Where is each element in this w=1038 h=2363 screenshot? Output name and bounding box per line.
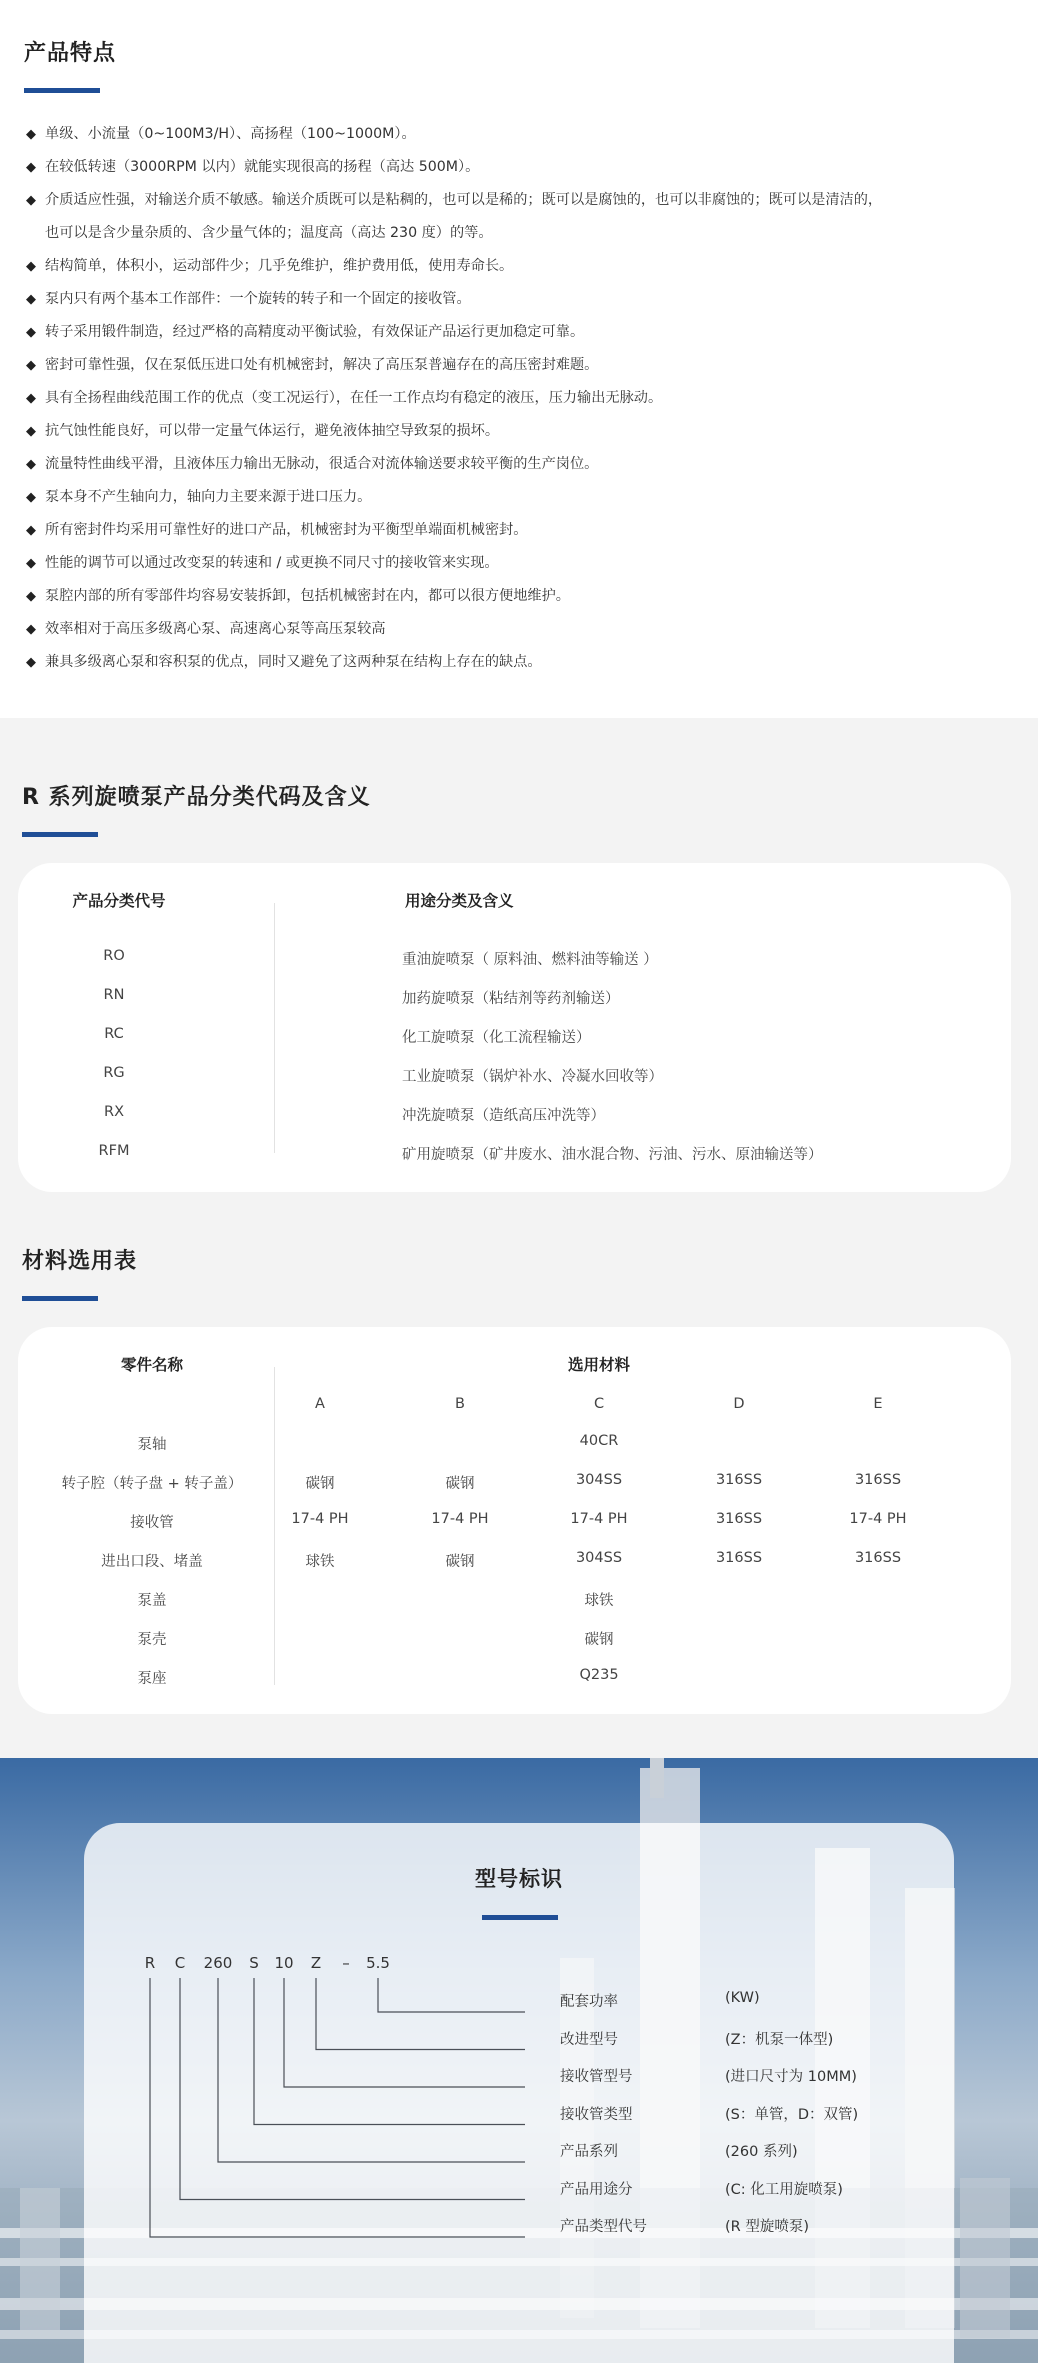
part-name-cell: 泵座 bbox=[137, 1671, 167, 1687]
diamond-bullet-icon: ◆ bbox=[26, 292, 36, 307]
material-cell: 316SS bbox=[854, 1550, 902, 1566]
feature-text: 效率相对于高压多级离心泵、高速离心泵等高压泵较高 bbox=[45, 621, 386, 637]
column-divider bbox=[274, 1367, 275, 1685]
part-header: 零件名称 bbox=[120, 1356, 184, 1374]
material-merged-cell: 球铁 bbox=[584, 1593, 614, 1609]
diamond-bullet-icon: ◆ bbox=[26, 259, 36, 274]
code-table-title: R 系列旋喷泵产品分类代码及含义 bbox=[22, 785, 371, 810]
model-label-value: (Z：机泵一体型) bbox=[725, 2031, 834, 2048]
feature-item bbox=[26, 613, 1016, 646]
model-code-segment: 260 bbox=[203, 1954, 233, 1972]
feature-item bbox=[26, 580, 1016, 613]
model-connector-line bbox=[284, 1978, 525, 2087]
code-header: 产品分类代号 bbox=[72, 892, 166, 910]
model-connector-line bbox=[218, 1978, 525, 2162]
model-label-name: 产品用途分 bbox=[560, 2181, 633, 2198]
material-cell: 17-4 PH bbox=[431, 1511, 489, 1527]
feature-item bbox=[26, 448, 1016, 481]
model-label-value: (进口尺寸为 10MM) bbox=[725, 2069, 857, 2085]
model-connector-line bbox=[180, 1978, 525, 2200]
feature-item bbox=[26, 514, 1016, 547]
material-cell: 碳钢 bbox=[445, 1554, 475, 1570]
model-label-value: (S：单管，D：双管) bbox=[725, 2106, 859, 2123]
feature-list bbox=[26, 118, 1016, 679]
feature-text: 密封可靠性强，仅在泵低压进口处有机械密封，解决了高压泵普遍存在的高压密封难题。 bbox=[45, 357, 599, 373]
meaning-cell: 冲洗旋喷泵（造纸高压冲洗等） bbox=[402, 1108, 605, 1124]
model-label-name: 改进型号 bbox=[560, 2031, 618, 2048]
part-name-cell: 泵壳 bbox=[137, 1632, 167, 1648]
feature-text: 所有密封件均采用可靠性好的进口产品，机械密封为平衡型单端面机械密封。 bbox=[45, 522, 528, 538]
feature-text: 泵内只有两个基本工作部件：一个旋转的转子和一个固定的接收管。 bbox=[45, 291, 471, 307]
material-table-title: 材料选用表 bbox=[22, 1249, 138, 1274]
feature-text: 性能的调节可以通过改变泵的转速和 / 或更换不同尺寸的接收管来实现。 bbox=[45, 555, 499, 571]
diamond-bullet-icon: ◆ bbox=[26, 556, 36, 571]
model-connector-line bbox=[254, 1978, 525, 2125]
material-cell: 17-4 PH bbox=[849, 1511, 907, 1527]
diamond-bullet-icon: ◆ bbox=[26, 160, 36, 175]
material-cell: 304SS bbox=[575, 1550, 623, 1566]
feature-item bbox=[26, 547, 1016, 580]
diamond-bullet-icon: ◆ bbox=[26, 655, 36, 670]
feature-item bbox=[26, 316, 1016, 349]
feature-item bbox=[26, 250, 1016, 283]
feature-item bbox=[26, 217, 1016, 250]
material-column-header: C bbox=[593, 1396, 605, 1412]
diamond-bullet-icon: ◆ bbox=[26, 424, 36, 439]
model-label-name: 产品类型代号 bbox=[560, 2219, 647, 2235]
feature-item bbox=[26, 382, 1016, 415]
material-column-header: E bbox=[873, 1396, 883, 1412]
model-title: 型号标识 bbox=[475, 1867, 563, 1891]
model-code-segment: – bbox=[342, 1954, 350, 1972]
model-label-name: 接收管型号 bbox=[560, 2069, 633, 2085]
diamond-bullet-icon: ◆ bbox=[26, 127, 36, 142]
feature-text: 单级、小流量（0~100M3/H）、高扬程（100~1000M）。 bbox=[45, 126, 416, 142]
code-cell: RG bbox=[103, 1065, 125, 1081]
feature-text: 也可以是含少量杂质的、含少量气体的；温度高（高达 230 度）的等。 bbox=[45, 225, 493, 241]
material-column-header: A bbox=[315, 1396, 325, 1412]
material-cell: 316SS bbox=[715, 1550, 763, 1566]
model-code-segment: Z bbox=[310, 1954, 322, 1972]
material-header: 选用材料 bbox=[567, 1356, 631, 1374]
model-code-segment: 5.5 bbox=[366, 1954, 390, 1972]
part-name-cell: 泵轴 bbox=[137, 1437, 167, 1453]
model-connector-lines bbox=[0, 1758, 1038, 2363]
model-label-name: 配套功率 bbox=[560, 1994, 618, 2010]
meaning-cell: 化工旋喷泵（化工流程输送） bbox=[402, 1030, 591, 1046]
code-table-title-underline bbox=[22, 832, 98, 837]
model-label-name: 产品系列 bbox=[560, 2144, 618, 2160]
feature-item bbox=[26, 349, 1016, 382]
diamond-bullet-icon: ◆ bbox=[26, 523, 36, 538]
code-cell: RC bbox=[104, 1026, 124, 1042]
model-connector-line bbox=[150, 1978, 525, 2237]
material-merged-cell: Q235 bbox=[579, 1667, 619, 1683]
model-connector-line bbox=[378, 1978, 525, 2012]
features-section bbox=[0, 0, 1038, 718]
meaning-cell: 加药旋喷泵（粘结剂等药剂输送） bbox=[402, 991, 620, 1007]
column-divider bbox=[274, 903, 275, 1153]
material-cell: 球铁 bbox=[305, 1554, 335, 1570]
meaning-cell: 矿用旋喷泵（矿井废水、油水混合物、污油、污水、原油输送等） bbox=[402, 1147, 823, 1163]
feature-item bbox=[26, 283, 1016, 316]
code-cell: RFM bbox=[98, 1143, 130, 1159]
model-code-segment: C bbox=[174, 1954, 186, 1972]
model-code-segment: S bbox=[249, 1954, 259, 1972]
diamond-bullet-icon: ◆ bbox=[26, 391, 36, 406]
material-cell: 17-4 PH bbox=[570, 1511, 628, 1527]
model-label-name: 接收管类型 bbox=[560, 2106, 633, 2123]
diamond-bullet-icon: ◆ bbox=[26, 589, 36, 604]
material-table-card bbox=[18, 1327, 1011, 1714]
model-label-value: (C: 化工用旋喷泵) bbox=[725, 2181, 843, 2198]
material-column-header: B bbox=[455, 1396, 465, 1412]
feature-item bbox=[26, 415, 1016, 448]
model-section bbox=[0, 1758, 1038, 2363]
feature-item bbox=[26, 118, 1016, 151]
feature-text: 泵腔内部的所有零部件均容易安装拆卸，包括机械密封在内，都可以很方便地维护。 bbox=[45, 588, 570, 604]
meaning-header: 用途分类及含义 bbox=[405, 892, 514, 910]
material-column-header: D bbox=[733, 1396, 745, 1412]
part-name-cell: 转子腔（转子盘 + 转子盖） bbox=[61, 1476, 243, 1492]
code-cell: RX bbox=[103, 1104, 125, 1120]
code-table-card bbox=[18, 863, 1011, 1192]
diamond-bullet-icon: ◆ bbox=[26, 490, 36, 505]
feature-text: 介质适应性强，对输送介质不敏感。输送介质既可以是粘稠的，也可以是稀的；既可以是腐蚀的，也可以非腐蚀的；既可以是清洁的， bbox=[45, 192, 883, 208]
diamond-bullet-icon: ◆ bbox=[26, 325, 36, 340]
features-title: 产品特点 bbox=[24, 41, 117, 66]
diamond-bullet-icon: ◆ bbox=[26, 622, 36, 637]
model-label-value: (260 系列) bbox=[725, 2144, 798, 2160]
material-cell: 304SS bbox=[575, 1472, 623, 1488]
material-table-title-underline bbox=[22, 1296, 98, 1301]
diamond-bullet-icon: ◆ bbox=[26, 193, 36, 208]
feature-item bbox=[26, 646, 1016, 679]
part-name-cell: 接收管 bbox=[130, 1515, 174, 1531]
material-cell: 碳钢 bbox=[305, 1476, 335, 1492]
material-cell: 316SS bbox=[854, 1472, 902, 1488]
feature-item bbox=[26, 481, 1016, 514]
feature-item bbox=[26, 151, 1016, 184]
feature-text: 结构简单，体积小，运动部件少；几乎免维护，维护费用低，使用寿命长。 bbox=[45, 258, 514, 274]
material-cell: 316SS bbox=[715, 1511, 763, 1527]
features-title-underline bbox=[24, 88, 100, 93]
model-code-segment: 10 bbox=[274, 1954, 294, 1972]
part-name-cell: 泵盖 bbox=[137, 1593, 167, 1609]
diamond-bullet-icon: ◆ bbox=[26, 358, 36, 373]
code-cell: RO bbox=[103, 948, 125, 964]
meaning-cell: 工业旋喷泵（锅炉补水、冷凝水回收等） bbox=[402, 1069, 663, 1085]
model-label-value: (R 型旋喷泵) bbox=[725, 2219, 809, 2235]
material-merged-cell: 40CR bbox=[579, 1433, 619, 1449]
feature-text: 泵本身不产生轴向力，轴向力主要来源于进口压力。 bbox=[45, 489, 372, 505]
feature-text: 在较低转速（3000RPM 以内）就能实现很高的扬程（高达 500M）。 bbox=[45, 159, 480, 175]
material-cell: 碳钢 bbox=[445, 1476, 475, 1492]
feature-text: 转子采用锻件制造，经过严格的高精度动平衡试验，有效保证产品运行更加稳定可靠。 bbox=[45, 324, 585, 340]
material-cell: 316SS bbox=[715, 1472, 763, 1488]
code-cell: RN bbox=[103, 987, 125, 1003]
model-label-value: (KW) bbox=[725, 1990, 760, 2006]
material-merged-cell: 碳钢 bbox=[584, 1632, 614, 1648]
meaning-cell: 重油旋喷泵（ 原料油、燃料油等输送 ） bbox=[402, 952, 658, 968]
part-name-cell: 进出口段、堵盖 bbox=[101, 1554, 203, 1570]
feature-text: 流量特性曲线平滑，且液体压力输出无脉动，很适合对流体输送要求较平衡的生产岗位。 bbox=[45, 456, 599, 472]
feature-item bbox=[26, 184, 1016, 217]
diamond-bullet-icon: ◆ bbox=[26, 457, 36, 472]
feature-text: 兼具多级离心泵和容积泵的优点，同时又避免了这两种泵在结构上存在的缺点。 bbox=[45, 654, 542, 670]
model-code-segment: R bbox=[144, 1954, 156, 1972]
feature-text: 具有全扬程曲线范围工作的优点（变工况运行），在任一工作点均有稳定的液压，压力输出无脉动。 bbox=[45, 390, 663, 406]
material-cell: 17-4 PH bbox=[291, 1511, 349, 1527]
feature-text: 抗气蚀性能良好，可以带一定量气体运行，避免液体抽空导致泵的损坏。 bbox=[45, 423, 500, 439]
model-connector-line bbox=[316, 1978, 525, 2050]
